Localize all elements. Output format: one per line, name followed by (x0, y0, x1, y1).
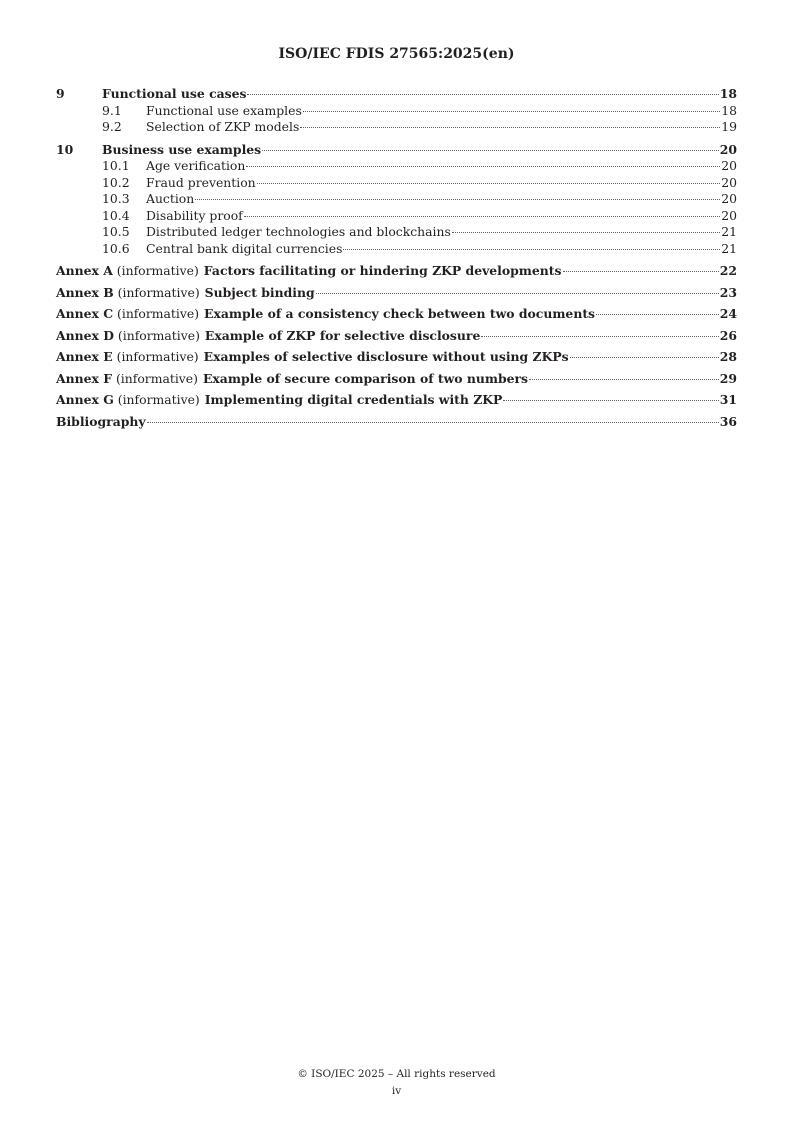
toc-entry-page: 20 (721, 158, 737, 173)
toc-entry-10-1[interactable] (56, 158, 737, 175)
toc-entry-page: 19 (721, 119, 737, 134)
toc-entry-number: 10.4 (102, 207, 130, 223)
dot-leader (147, 422, 719, 423)
annex-label: Annex B (56, 284, 114, 300)
annex-label: Annex E (56, 349, 113, 364)
toc-entry-page: 36 (719, 413, 737, 429)
toc-entry-page: 20 (721, 174, 737, 190)
toc-entry-annex-b[interactable] (56, 285, 737, 302)
toc-entry-number: 9 (56, 86, 65, 101)
toc-entry-title: Example of a consistency check between two documents (204, 306, 596, 321)
toc-entry-number: 10.5 (102, 224, 130, 239)
toc-entry-page: 22 (719, 263, 737, 278)
toc-entry-title: Fraud prevention (146, 174, 256, 190)
toc-entry-title: Auction (146, 191, 195, 206)
toc-entry-page: 20 (719, 141, 737, 157)
toc-entry-9-1[interactable] (56, 103, 737, 120)
toc-entry-number: 10.2 (102, 174, 130, 190)
toc-entry-title: Implementing digital credentials with ZKP (204, 392, 503, 407)
annex-label: Annex D (56, 327, 114, 343)
toc-entry-page: 21 (721, 224, 737, 239)
document-header: ISO/IEC FDIS 27565:2025(en) (278, 46, 515, 62)
annex-type: (informative) (117, 284, 200, 300)
toc-entry-title: Distributed ledger technologies and blockchains (146, 224, 451, 239)
toc-entry-title: Factors facilitating or hindering ZKP developments (203, 263, 562, 278)
toc-entry-annex-f[interactable] (56, 371, 737, 388)
dot-leader (452, 232, 720, 233)
toc-entry-annex-c[interactable] (56, 306, 737, 323)
dot-leader (300, 127, 720, 128)
toc-entry-title: Age verification (146, 158, 246, 173)
toc-entry-9-2[interactable] (56, 119, 737, 136)
toc-entry-10-2[interactable] (56, 175, 737, 192)
toc-entry-10-5[interactable] (56, 224, 737, 241)
dot-leader (570, 357, 719, 358)
toc-entry-title: Subject binding (204, 284, 315, 300)
toc-entry-clause-9[interactable] (56, 86, 737, 103)
toc-entry-number: 10.3 (102, 191, 130, 206)
dot-leader (246, 166, 720, 167)
annex-type: (informative) (117, 327, 200, 343)
toc-entry-annex-e[interactable] (56, 349, 737, 366)
annex-label: Annex G (56, 392, 114, 407)
dot-leader (262, 150, 719, 151)
toc-entry-title: Disability proof (146, 207, 243, 223)
toc-entry-10-4[interactable] (56, 208, 737, 225)
table-of-contents (56, 86, 737, 430)
dot-leader (316, 293, 719, 294)
toc-entry-annex-d[interactable] (56, 328, 737, 345)
toc-entry-page: 24 (719, 306, 737, 321)
toc-entry-title: Selection of ZKP models (146, 119, 300, 134)
dot-leader (247, 94, 718, 95)
toc-entry-annex-a[interactable] (56, 263, 737, 280)
annex-label: Annex C (56, 306, 114, 321)
dot-leader (195, 199, 720, 200)
toc-entry-title: Functional use cases (102, 86, 247, 101)
toc-entry-clause-10[interactable] (56, 142, 737, 159)
annex-label: Annex F (56, 370, 113, 386)
toc-entry-number: 10.1 (102, 158, 130, 173)
dot-leader (257, 183, 721, 184)
toc-entry-bibliography[interactable] (56, 414, 737, 431)
dot-leader (503, 400, 718, 401)
toc-entry-number: 9.2 (102, 119, 122, 134)
toc-entry-page: 26 (719, 327, 737, 343)
toc-entry-page: 20 (721, 191, 737, 206)
toc-entry-title: Bibliography (56, 413, 146, 429)
dot-leader (343, 249, 720, 250)
dot-leader (303, 111, 720, 112)
toc-entry-10-3[interactable] (56, 191, 737, 208)
toc-entry-annex-g[interactable] (56, 392, 737, 409)
page-number: iv (391, 1085, 402, 1097)
toc-entry-title: Central bank digital currencies (146, 240, 343, 256)
toc-entry-title: Business use examples (102, 141, 262, 157)
annex-type: (informative) (115, 370, 198, 386)
toc-entry-page: 23 (719, 284, 737, 300)
toc-entry-title: Examples of selective disclosure without using ZKPs (203, 349, 569, 364)
annex-type: (informative) (116, 263, 199, 278)
annex-type: (informative) (116, 349, 199, 364)
toc-entry-title: Example of ZKP for selective disclosure (204, 327, 481, 343)
toc-entry-page: 29 (719, 370, 737, 386)
toc-entry-number: 10 (56, 141, 74, 157)
toc-entry-page: 18 (719, 86, 737, 101)
toc-entry-page: 20 (721, 207, 737, 223)
dot-leader (244, 216, 720, 217)
annex-type: (informative) (117, 306, 200, 321)
dot-leader (481, 336, 718, 337)
page-footer (0, 1066, 793, 1100)
toc-entry-page: 18 (721, 102, 737, 118)
toc-entry-number: 9.1 (102, 102, 122, 118)
copyright-notice: © ISO/IEC 2025 – All rights reserved (297, 1068, 496, 1080)
toc-entry-title: Example of secure comparison of two numbers (202, 370, 529, 386)
dot-leader (596, 314, 719, 315)
toc-entry-10-6[interactable] (56, 241, 737, 258)
toc-entry-page: 21 (721, 240, 737, 256)
toc-entry-number: 10.6 (102, 240, 130, 256)
annex-type: (informative) (117, 392, 200, 407)
dot-leader (563, 271, 719, 272)
dot-leader (529, 379, 719, 380)
toc-entry-page: 28 (719, 349, 737, 364)
annex-label: Annex A (56, 263, 113, 278)
toc-entry-page: 31 (719, 392, 737, 407)
toc-entry-title: Functional use examples (146, 102, 302, 118)
